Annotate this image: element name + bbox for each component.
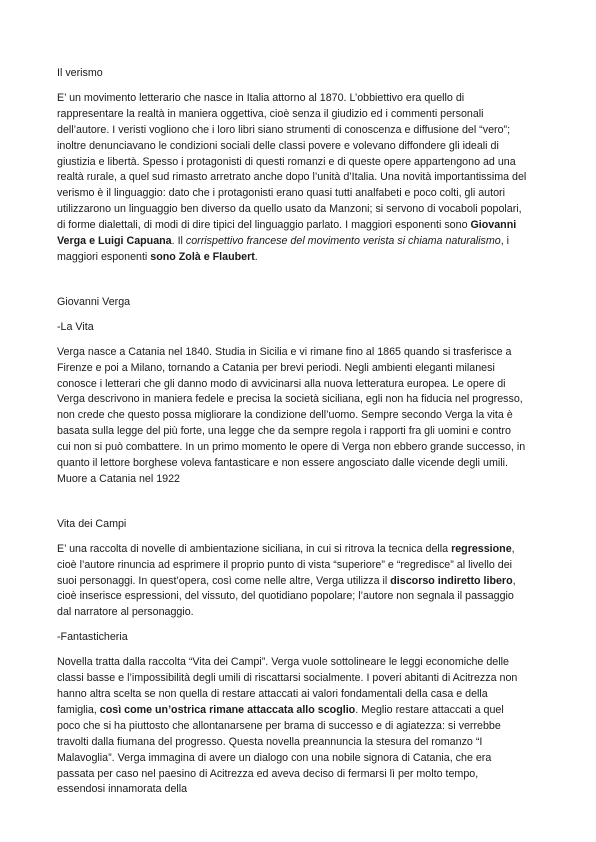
text-span: , cioè l’autore rinuncia ad esprimere il proprio punto di vista “superiore” e “regredisce” al livello dei suoi personaggi. In quest’opera, così come nelle altre, Verga utilizza il [57, 542, 515, 587]
paragraph-la-vita: Verga nasce a Catania nel 1840. Studia in Sicilia e vi rimane fino al 1865 quando si trasferisce a Firenze e poi a Milano, tornando a Catania per brevi periodi. Negli ambienti eleganti milanesi conosce i letterari che gli danno modo di avvicinarsi alla nuova letteratura europea. Le opere di Verga descrivono in maniera fedele e precisa la società siciliana, egli non ha fiducia nel progresso, non crede che questo possa migliorare la condizione dell’uomo. Sempre secondo Verga la vita è basata sulla legge del più forte, una legge che da sempre regola i rapporti fra gli uomini e contro cui non si può combattere. In un primo momento le opere di Verga non ebbero grande successo, in quanto il lettore borghese voleva fantasticare e non essere angosciato dalle vicende degli umili. Muore a Catania nel 1922 [57, 345, 526, 485]
paragraph-verismo [57, 91, 527, 266]
text-span: . Il [171, 235, 186, 248]
text-span: . [254, 250, 258, 263]
text-span: E’ un movimento letterario che nasce in Italia attorno al 1870. L’obbiettivo era quello di rappresentare la realtà in maniera oggettiva, cioè senza il giudizio ed i commenti personali dell’autore. I veristi vogliono che i loro libri siano strumenti di conoscenza e diffusione del “vero”; inoltre denunciavano le condizioni sociali delle classi povere e volevano diffondere gli ideali di giustizia e libertà. Spesso i protagonisti di questi romanzi e di queste opere appartengono ad una realtà rurale, a quel sud rimasto arretrato anche dopo l’unità d’Italia. Una novità importantissima del verismo è il linguaggio: dato che i protagonisti erano quasi tutti analfabeti e poco colti, gli autori utilizzarono un linguaggio ben diverso da quello usato da Manzoni; si servono di vocaboli popolari, di forme dialettali, di modi di dire tipici del linguaggio parlato. I maggiori esponenti sono [57, 91, 527, 232]
bold-text: sono Zolà e Flaubert [150, 250, 255, 263]
subheading-fantasticheria: -Fantasticheria [57, 631, 128, 644]
section-heading-vita-dei-campi: Vita dei Campi [57, 517, 127, 530]
spacer [57, 275, 527, 295]
document-page [57, 66, 527, 807]
text-span: E’ una raccolta di novelle di ambientazione siciliana, in cui si ritrova la tecnica della [57, 542, 452, 555]
text-span: , i maggiori esponenti [57, 235, 510, 263]
paragraph-fantasticheria [57, 655, 527, 798]
bold-text: discorso indiretto libero [390, 574, 513, 587]
section-heading-verga: Giovanni Verga [57, 295, 131, 308]
bold-text: Giovanni Verga e Luigi Capuana [57, 219, 517, 248]
section-heading-verismo: Il verismo [57, 67, 103, 79]
paragraph-vita-dei-campi [57, 542, 527, 622]
text-span: . Meglio restare attaccati a quel poco che si ha piuttosto che allontanarsene per brama di successo e di agiatezza: si verrebbe travolti dalla fiumana del progresso. Questa novella preannuncia la stesura del romanzo “I Malavoglia”. Verga immagina di avere un dialogo con una nobile signora di Catania, che era passata per caso nel paesino di Acitrezza ed aveva deciso di fermarsi lì per molto tempo, essendosi innamorata della [57, 703, 504, 796]
subheading-la-vita: -La Vita [57, 320, 94, 333]
text-span: Novella tratta dalla raccolta “Vita dei Campi”. Verga vuole sottolineare le leggi economiche delle classi basse e l’impossibilità degli umili di riscattarsi socialmente. I poveri abitanti di Acitrezza non hanno altra scelta se non quella di restare attaccati ai valori fondamentali della casa e della famiglia, [57, 656, 518, 716]
italic-text: corrispettivo francese del movimento verista si chiama naturalismo [185, 235, 501, 248]
bold-text: regressione [451, 542, 512, 555]
text-span: , cioè inserisce espressioni, del vissuto, del quotidiano popolare; l’autore non segnala il passaggio dal narratore al personaggio. [57, 574, 516, 619]
spacer [57, 497, 527, 517]
bold-text: così come un’ostrica rimane attaccata allo scoglio [99, 703, 356, 716]
